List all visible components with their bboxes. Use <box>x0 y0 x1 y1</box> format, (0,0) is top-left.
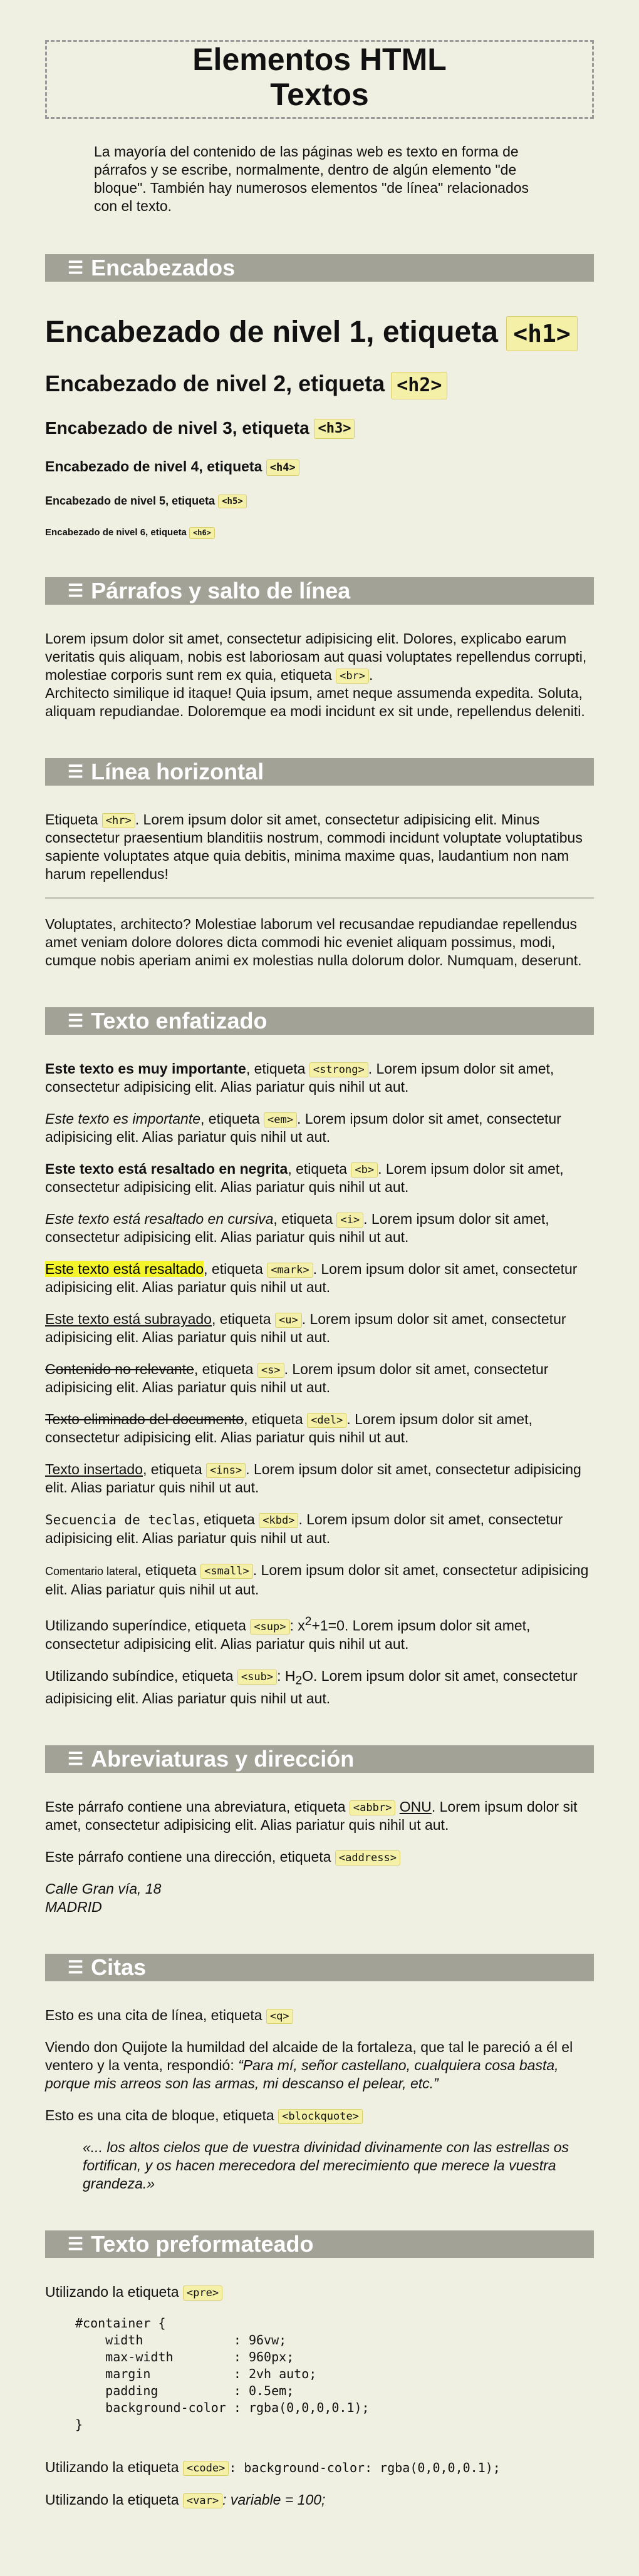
paragraph-text: Lorem ipsum dolor sit amet, consectetur adipisicing elit. Dolores, explicabo earum veritatis quis aliquam, nobis est laboriosam aut quasi voluptates repellendus corrupti, molestiae corporis sunt rem ex quia, etiqueta <box>45 630 587 684</box>
label: , etiqueta <box>194 1361 254 1378</box>
label: Utilizando la etiqueta <box>45 2459 179 2476</box>
strikethrough-text: Contenido no relevante <box>45 1361 194 1378</box>
section-title: Encabezados <box>91 255 236 280</box>
label: , etiqueta <box>273 1211 333 1228</box>
heading-level-5 <box>45 493 594 508</box>
menu-icon: ☰ <box>68 2234 84 2254</box>
var-paragraph <box>45 2491 594 2509</box>
tag-badge: <small> <box>200 1564 253 1579</box>
emphasis-u: Este texto está subrayado, etiqueta <u> . Lorem ipsum dolor sit amet, consectetur adipisicing elit. Alias pariatur quis nihil ut aut. <box>45 1311 566 1346</box>
heading-text: Encabezado de nivel 6, etiqueta <box>45 527 187 538</box>
paragraph-text: Lorem ipsum dolor sit amet, consectetur adipisicing elit. Alias pariatur quis nihil ut aut. <box>45 1511 563 1547</box>
label: , etiqueta <box>142 1461 202 1478</box>
menu-icon: ☰ <box>68 258 84 277</box>
heading-level-2 <box>45 370 594 399</box>
tag-badge: <h3> <box>314 419 355 439</box>
paragraph-text: Lorem ipsum dolor sit amet, consectetur adipisicing elit. Alias pariatur quis nihil ut aut. <box>45 1411 532 1446</box>
inserted-text: Texto insertado <box>45 1461 143 1478</box>
title-line-1: Elementos HTML <box>192 42 447 77</box>
heading-level-6 <box>45 526 594 540</box>
heading-text: Encabezado de nivel 2, etiqueta <box>45 371 385 397</box>
heading-text: Encabezado de nivel 5, etiqueta <box>45 494 216 507</box>
tag-badge: <pre> <box>183 2286 222 2301</box>
heading-text: Encabezado de nivel 3, etiqueta <box>45 418 309 438</box>
underline-text: Este texto está subrayado <box>45 1311 212 1328</box>
formula: O. <box>302 1667 318 1684</box>
q-label <box>45 2006 594 2024</box>
deleted-text: Texto eliminado del documento <box>45 1411 244 1428</box>
tag-badge: <u> <box>275 1313 302 1328</box>
label: , etiqueta <box>195 1511 255 1528</box>
paragraph-text: Architecto similique id itaque! Quia ipsum, amet neque assumenda expedita. Soluta, aliquam repudiandae. Doloremque ea modi incidunt ex sit unde, repellendus deleniti. <box>45 685 585 720</box>
emphasis-ins: Texto insertado, etiqueta <ins> . Lorem ipsum dolor sit amet, consectetur adipisicing elit. Alias pariatur quis nihil ut aut. <box>45 1461 581 1496</box>
menu-icon: ☰ <box>68 762 84 782</box>
emphasis-strong: Este texto es muy importante, etiqueta <strong> . Lorem ipsum dolor sit amet, consectetur adipisicing elit. Alias pariatur quis nihil ut aut. <box>45 1060 554 1096</box>
emphasis-mark: Este texto está resaltado, etiqueta <mark> . Lorem ipsum dolor sit amet, consectetur adipisicing elit. Alias pariatur quis nihil ut aut. <box>45 1261 578 1296</box>
preformatted-code: #container { width : 96vw; max-width : 960px; margin : 2vh auto; padding : 0.5em; background-color : rgba(0,0,0,0.1); } <box>75 2316 370 2433</box>
small-text: Comentario lateral <box>45 1565 138 1578</box>
intro-paragraph: La mayoría del contenido de las páginas web es texto en forma de párrafos y se escribe, normalmente, dentro de algún elemento "de bloque". También hay numerosos elementos "de línea" relacionados con el texto. <box>94 143 529 214</box>
code-paragraph <box>45 2458 594 2477</box>
formula: : H <box>277 1667 296 1684</box>
hr-paragraph-1: Etiqueta <hr> . Lorem ipsum dolor sit amet, consectetur adipisicing elit. Minus consectetur praesentium blanditiis nostrum, commodi incidunt voluptate voluptatibus sapiente voluptates atque quia debitis, minima maxime quas, laudantium non nam harum repellendus! <box>45 811 583 883</box>
emphasis-sup <box>45 1613 594 1653</box>
section-title: Párrafos y salto de línea <box>91 578 351 604</box>
tag-badge: <br> <box>336 669 369 684</box>
address-block <box>45 1880 594 1916</box>
italic-text: Este texto está resaltado en cursiva <box>45 1211 274 1228</box>
superscript: 2 <box>304 1615 312 1629</box>
label: Este párrafo contiene una dirección, etiqueta <box>45 1849 331 1865</box>
horizontal-rule <box>45 897 594 899</box>
label: , etiqueta <box>211 1311 271 1328</box>
paragraph-text: Viendo don Quijote la humildad del alcaide de la fortaleza, que tal le pareció a él el ventero y la venta, respondió: <box>45 2039 573 2074</box>
page <box>45 0 594 2509</box>
strong-text: Este texto es muy importante <box>45 1060 246 1077</box>
address-line: Calle Gran vía, 18 <box>45 1881 162 1897</box>
label: , etiqueta <box>288 1161 347 1178</box>
heading-text: Encabezado de nivel 1, etiqueta <box>45 316 498 349</box>
blockquote: «... los altos cielos que de vuestra divinidad divinamente con las estrellas os fortifican, y os hacen merecedora del merecimiento que merece la vuestra grandeza.» <box>83 2139 569 2192</box>
emphasis-sub <box>45 1667 594 1708</box>
inline-quote: “Para mí, señor castellano, cualquiera cosa basta, porque mis arreos son las armas, mi descanso el pelear, etc.” <box>45 2057 559 2092</box>
heading-text: Encabezado de nivel 4, etiqueta <box>45 458 262 475</box>
abbr-paragraph <box>45 1798 594 1834</box>
tag-badge: <h1> <box>506 316 578 351</box>
tag-badge: <mark> <box>267 1263 313 1278</box>
section-header-paragraphs <box>45 577 594 605</box>
hr-paragraph-2: Voluptates, architecto? Molestiae laborum vel recusandae repudiandae repellendus amet veniam dolore dolores dicta commodi hic eveniet aliquam possimus, modi, cumque nobis aperiam animi ex molestias nulla dolorum dolor. Numquam, deserunt. <box>45 916 582 969</box>
section-title: Texto preformateado <box>91 2231 314 2257</box>
variable-text: : variable = 100; <box>222 2491 326 2508</box>
tag-badge: <q> <box>266 2009 293 2024</box>
section-header-pre <box>45 2230 594 2258</box>
paragraph-with-br: Lorem ipsum dolor sit amet, consectetur adipisicing elit. Dolores, explicabo earum veritatis quis aliquam, nobis est laboriosam aut quasi voluptates repellendus corrupti, molestiae corporis sunt rem ex quia, etiqueta <br> . Architecto similique id itaque! Quia ipsum, amet neque assumenda expedita. Soluta, aliquam repudiandae. Doloremque ea modi incidunt ex sit unde, repellendus deleniti. <box>45 630 587 720</box>
label: , etiqueta <box>204 1261 263 1278</box>
menu-icon: ☰ <box>68 1958 84 1978</box>
tag-badge: <address> <box>335 1850 400 1865</box>
tag-badge: <h2> <box>391 372 447 399</box>
label: Utilizando la etiqueta <box>45 2491 179 2508</box>
section-title: Citas <box>91 1954 147 1981</box>
tag-badge: <blockquote> <box>278 2109 363 2124</box>
tag-badge: <code> <box>183 2461 229 2476</box>
paragraph-text: Lorem ipsum dolor sit amet, consectetur adipisicing elit. Alias pariatur quis nihil ut aut. <box>45 1311 566 1346</box>
paragraph-text: Lorem ipsum dolor sit amet, consectetur adipisicing elit. Alias pariatur quis nihil ut aut. <box>45 1562 589 1598</box>
label: , etiqueta <box>246 1060 306 1077</box>
tag-badge: <h4> <box>266 459 299 476</box>
menu-icon: ☰ <box>68 581 84 601</box>
section-header-abbr <box>45 1745 594 1773</box>
menu-icon: ☰ <box>68 1011 84 1031</box>
paragraph-text: Lorem ipsum dolor sit amet, consectetur adipisicing elit. Alias pariatur quis nihil ut aut. <box>45 1161 564 1196</box>
heading-level-4 <box>45 457 594 476</box>
tag-badge: <strong> <box>309 1062 368 1077</box>
emphasis-kbd: Secuencia de teclas, etiqueta <kbd> . Lorem ipsum dolor sit amet, consectetur adipisicing elit. Alias pariatur quis nihil ut aut. <box>45 1511 563 1547</box>
subscript: 2 <box>295 1674 303 1688</box>
emphasis-i: Este texto está resaltado en cursiva, etiqueta <i> . Lorem ipsum dolor sit amet, consectetur adipisicing elit. Alias pariatur quis nihil ut aut. <box>45 1211 549 1246</box>
section-title: Abreviaturas y dirección <box>91 1746 355 1772</box>
emphasis-s: Contenido no relevante, etiqueta <s> . Lorem ipsum dolor sit amet, consectetur adipisicing elit. Alias pariatur quis nihil ut aut. <box>45 1361 549 1396</box>
label: , etiqueta <box>137 1562 197 1579</box>
tag-badge: <abbr> <box>350 1800 395 1815</box>
label: Utilizando la etiqueta <box>45 2284 179 2301</box>
emphasis-del: Texto eliminado del documento, etiqueta <del> . Lorem ipsum dolor sit amet, consectetur adipisicing elit. Alias pariatur quis nihil ut aut. <box>45 1411 532 1446</box>
heading-level-1 <box>45 314 594 351</box>
page-title <box>45 40 594 119</box>
title-line-2: Textos <box>270 77 369 112</box>
tag-badge: <i> <box>336 1213 363 1228</box>
tag-badge: <sub> <box>237 1670 277 1685</box>
emphasis-small: Comentario lateral, etiqueta <small> . Lorem ipsum dolor sit amet, consectetur adipisicing elit. Alias pariatur quis nihil ut aut. <box>45 1562 589 1598</box>
tag-badge: <h5> <box>218 495 247 508</box>
paragraph-text: Lorem ipsum dolor sit amet, consectetur adipisicing elit. Minus consectetur praesentium blanditiis nostrum, commodi incidunt voluptate voluptatibus sapiente voluptates atque quia debitis, minima maxime quas, laudantium non nam harum repellendus! <box>45 811 583 883</box>
paragraph-text: Lorem ipsum dolor sit amet, consectetur adipisicing elit. Alias pariatur quis nihil ut aut. <box>45 1617 531 1652</box>
menu-icon: ☰ <box>68 1749 84 1769</box>
abbreviation[interactable]: ONU <box>399 1799 432 1815</box>
em-text: Este texto es importante <box>45 1111 201 1127</box>
section-header-headings <box>45 254 594 282</box>
label: Este párrafo contiene una abreviatura, etiqueta <box>45 1799 346 1815</box>
label: Utilizando superíndice, etiqueta <box>45 1617 246 1634</box>
paragraph-text: Lorem ipsum dolor sit amet, consectetur adipisicing elit. Alias pariatur quis nihil ut aut. <box>45 1060 554 1096</box>
section-header-emphasis <box>45 1007 594 1035</box>
section-title: Línea horizontal <box>91 759 264 785</box>
label: Etiqueta <box>45 811 98 828</box>
tag-badge: <h6> <box>189 527 215 539</box>
formula: : x <box>289 1617 305 1634</box>
inline-code: : background-color: rgba(0,0,0,0.1); <box>229 2460 501 2476</box>
emphasis-b: Este texto está resaltado en negrita, etiqueta <b> . Lorem ipsum dolor sit amet, consectetur adipisicing elit. Alias pariatur quis nihil ut aut. <box>45 1161 564 1196</box>
paragraph-text: Lorem ipsum dolor sit amet, consectetur adipisicing elit. Alias pariatur quis nihil ut aut. <box>45 1211 549 1246</box>
blockquote-label <box>45 2106 594 2125</box>
label: , etiqueta <box>200 1111 260 1127</box>
paragraph-text: Lorem ipsum dolor sit amet, consectetur adipisicing elit. Alias pariatur quis nihil ut aut. <box>45 1461 581 1496</box>
tag-badge: <kbd> <box>259 1513 298 1528</box>
emphasis-em: Este texto es importante, etiqueta <em> . Lorem ipsum dolor sit amet, consectetur adipisicing elit. Alias pariatur quis nihil ut aut. <box>45 1111 561 1146</box>
mark-text: Este texto está resaltado <box>45 1261 204 1278</box>
heading-level-3 <box>45 417 594 439</box>
tag-badge: <hr> <box>102 813 135 828</box>
label: Esto es una cita de línea, etiqueta <box>45 2007 262 2024</box>
bold-text: Este texto está resaltado en negrita <box>45 1161 288 1178</box>
address-paragraph <box>45 1848 594 1866</box>
paragraph-text: Lorem ipsum dolor sit amet, consectetur adipisicing elit. Alias pariatur quis nihil ut aut. <box>45 1361 549 1396</box>
label: , etiqueta <box>244 1411 303 1428</box>
tag-badge: <b> <box>351 1162 378 1178</box>
address-line: MADRID <box>45 1899 102 1916</box>
paragraph-text: Lorem ipsum dolor sit amet, consectetur adipisicing elit. Alias pariatur quis nihil ut aut. <box>45 1261 578 1296</box>
section-header-hr <box>45 758 594 786</box>
tag-badge: <em> <box>264 1112 297 1127</box>
paragraph-text: Lorem ipsum dolor sit amet, consectetur adipisicing elit. Alias pariatur quis nihil ut aut. <box>45 1111 561 1146</box>
section-title: Texto enfatizado <box>91 1008 268 1034</box>
label: Esto es una cita de bloque, etiqueta <box>45 2107 274 2124</box>
inline-quote-paragraph <box>45 2038 594 2093</box>
section-header-quotes <box>45 1954 594 1981</box>
formula: +1=0. <box>311 1617 349 1634</box>
tag-badge: <s> <box>257 1363 284 1378</box>
tag-badge: <del> <box>307 1413 346 1428</box>
kbd-text: Secuencia de teclas <box>45 1512 196 1528</box>
tag-badge: <sup> <box>250 1619 289 1634</box>
paragraph-text: . Lorem ipsum dolor sit amet, consectetur adipisicing elit. Alias pariatur quis nihil ut aut. <box>45 1799 578 1834</box>
paragraph-text: Lorem ipsum dolor sit amet, consectetur adipisicing elit. Alias pariatur quis nihil ut aut. <box>45 1667 578 1707</box>
pre-label <box>45 2283 594 2301</box>
label: Utilizando subíndice, etiqueta <box>45 1667 234 1684</box>
tag-badge: <ins> <box>206 1463 246 1478</box>
tag-badge: <var> <box>183 2493 222 2508</box>
